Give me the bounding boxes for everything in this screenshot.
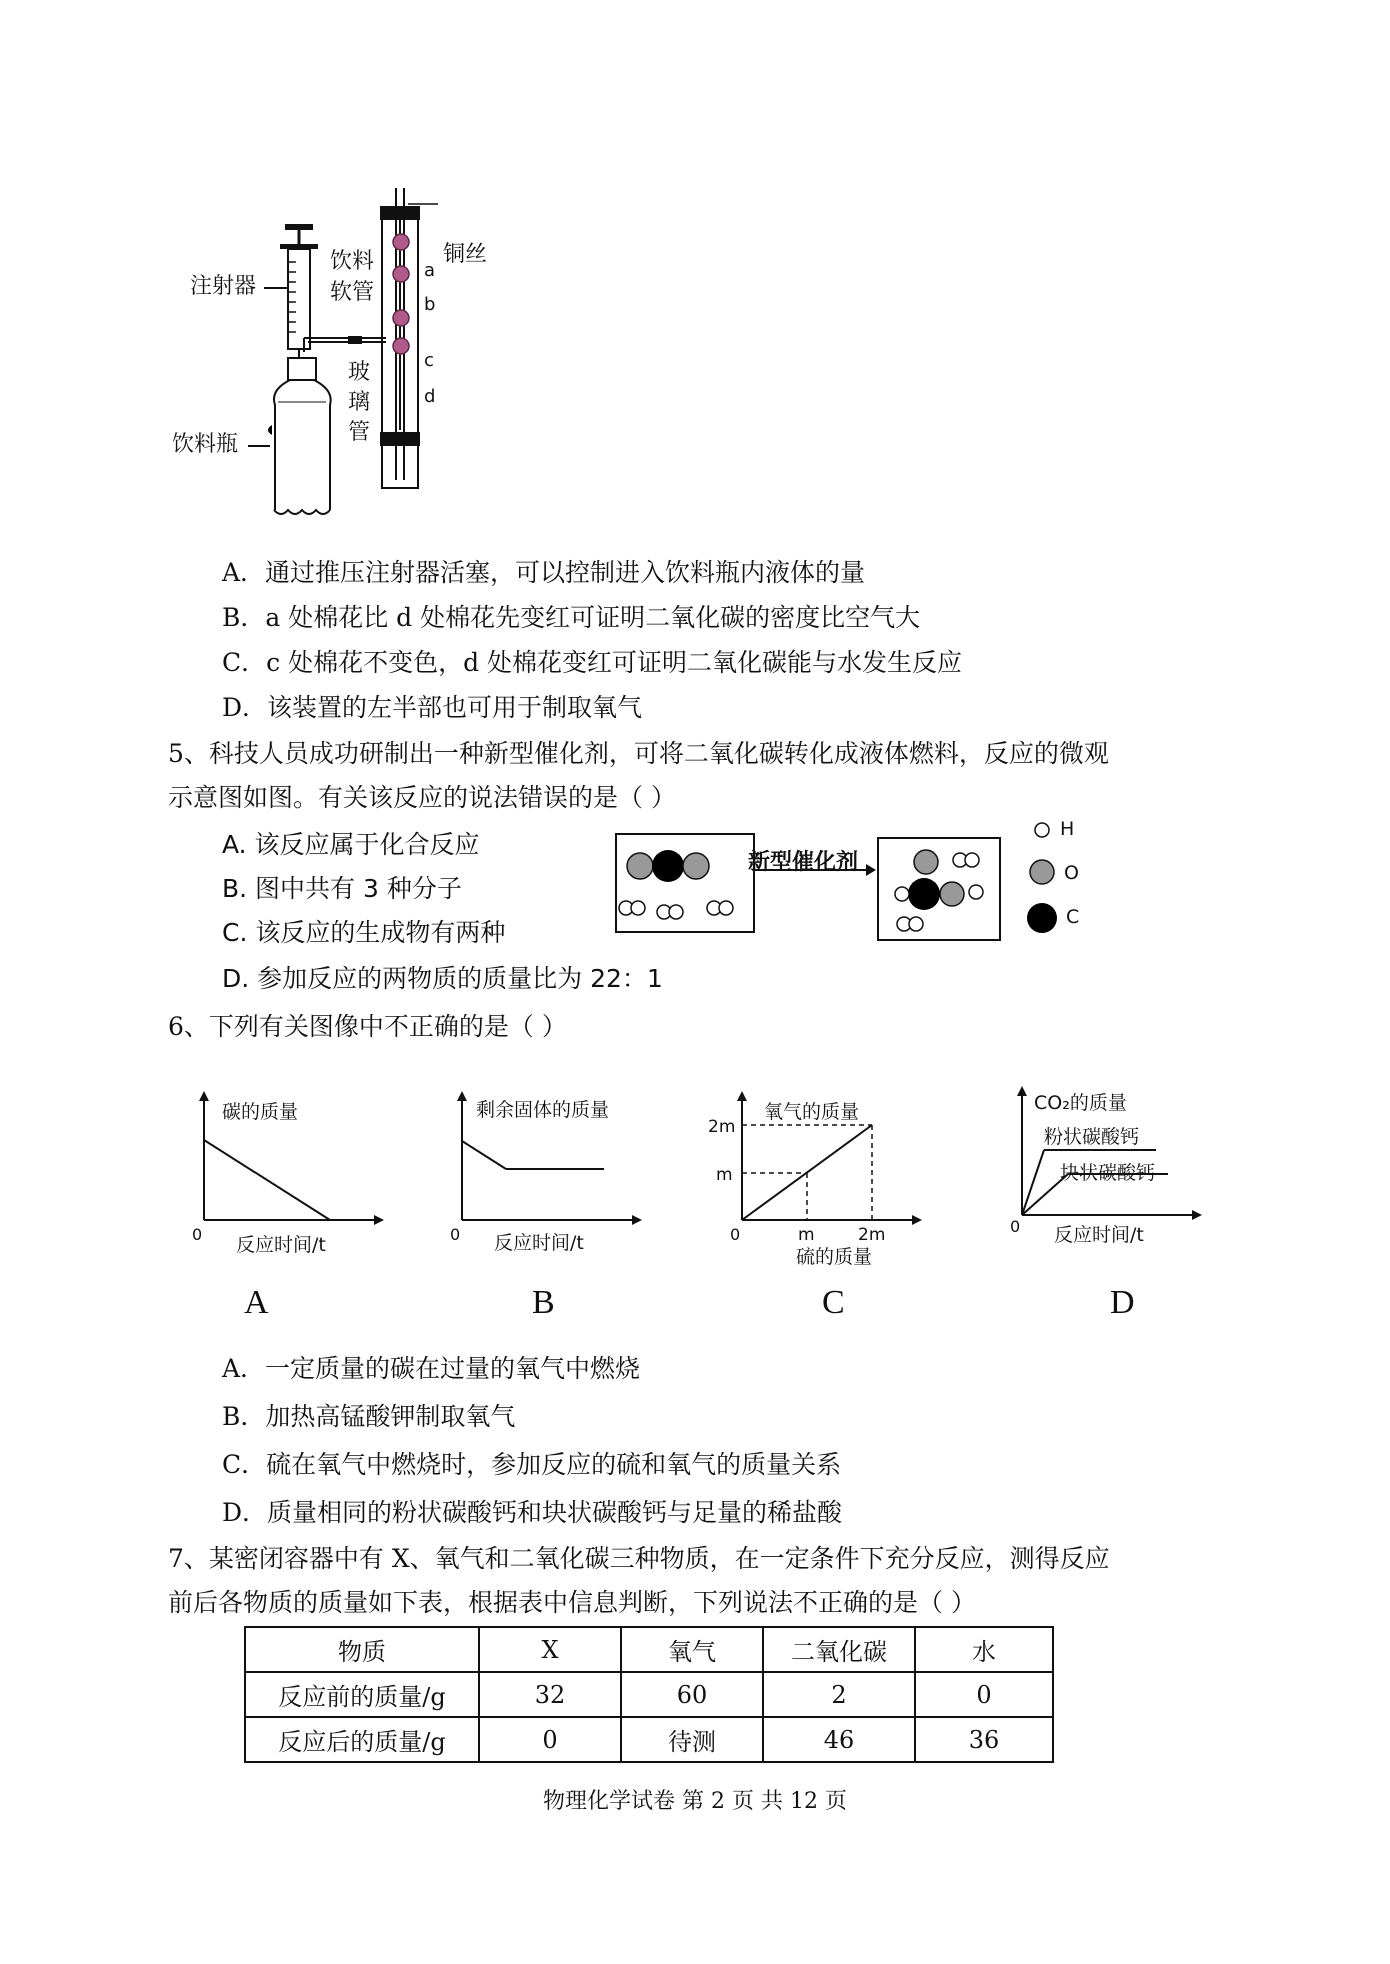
reaction-diagram	[610, 820, 1110, 950]
graph-c-xtick-2m: 2m	[858, 1225, 886, 1245]
graph-label-a: A	[244, 1284, 269, 1321]
q4-option-c: C．c 处棉花不变色，d 处棉花变红可证明二氧化碳能与水发生反应	[222, 648, 963, 677]
label-d: d	[424, 386, 436, 407]
graph-c-origin: 0	[730, 1225, 741, 1244]
table-header-cell: 水	[915, 1627, 1053, 1672]
label-copper: 铜丝	[443, 242, 488, 267]
legend-h: H	[1060, 818, 1075, 840]
q6-option-a: A．一定质量的碳在过量的氧气中燃烧	[222, 1354, 641, 1383]
label-bottle: 饮料瓶	[172, 432, 239, 457]
label-a: a	[424, 260, 436, 281]
table-row	[245, 1672, 1053, 1717]
q7-stem-line-1: 7、某密闭容器中有 X、氧气和二氧化碳三种物质，在一定条件下充分反应，测得反应	[168, 1544, 1110, 1573]
q6-stem: 6、下列有关图像中不正确的是（ ）	[168, 1012, 567, 1041]
graph-a-ylabel: 碳的质量	[222, 1101, 299, 1123]
mass-table	[244, 1626, 1054, 1763]
table-cell: 60	[621, 1672, 763, 1717]
graph-b-origin: 0	[450, 1225, 461, 1244]
q5-stem-line-1: 5、科技人员成功研制出一种新型催化剂，可将二氧化碳转化成液体燃料，反应的微观	[168, 739, 1109, 768]
q5-option-d: D. 参加反应的两物质的质量比为 22：1	[222, 964, 663, 993]
q4-option-a: A．通过推压注射器活塞，可以控制进入饮料瓶内液体的量	[222, 558, 866, 587]
graph-c-ylabel: 氧气的质量	[764, 1101, 860, 1123]
table-cell: 2	[763, 1672, 915, 1717]
table-header-cell: 二氧化碳	[763, 1627, 915, 1672]
q5-option-c: C. 该反应的生成物有两种	[222, 918, 506, 947]
label-c: c	[424, 350, 434, 371]
table-cell: 反应后的质量/g	[245, 1717, 479, 1762]
q6-option-c: C．硫在氧气中燃烧时，参加反应的硫和氧气的质量关系	[222, 1450, 842, 1479]
table-header-cell: 氧气	[621, 1627, 763, 1672]
table-cell: 反应前的质量/g	[245, 1672, 479, 1717]
graph-b-xlabel: 反应时间/t	[494, 1232, 584, 1254]
graph-c-xlabel: 硫的质量	[796, 1246, 873, 1268]
label-b: b	[424, 294, 436, 315]
table-cell: 46	[763, 1717, 915, 1762]
graph-d-series-lump: 块状碳酸钙	[1060, 1162, 1156, 1184]
table-cell: 36	[915, 1717, 1053, 1762]
table-cell: 0	[915, 1672, 1053, 1717]
table-cell: 待测	[621, 1717, 763, 1762]
graph-label-c: C	[822, 1284, 845, 1321]
label-glass-3: 管	[348, 420, 371, 445]
q6-option-d: D．质量相同的粉状碳酸钙和块状碳酸钙与足量的稀盐酸	[222, 1498, 843, 1527]
q7-stem-line-2: 前后各物质的质量如下表，根据表中信息判断，下列说法不正确的是（ ）	[168, 1588, 976, 1617]
graph-c-ytick-m: m	[716, 1165, 733, 1185]
label-syringe: 注射器	[190, 274, 257, 299]
label-hose-1: 饮料	[330, 249, 375, 274]
graph-a-origin: 0	[192, 1225, 203, 1244]
label-glass-2: 璃	[348, 390, 371, 415]
apparatus-figure	[150, 180, 510, 540]
table-header-row	[245, 1627, 1053, 1672]
q6-option-b: B．加热高锰酸钾制取氧气	[222, 1402, 516, 1431]
graph-label-b: B	[532, 1284, 555, 1321]
graph-d-xlabel: 反应时间/t	[1054, 1224, 1144, 1246]
graph-a-xlabel: 反应时间/t	[236, 1234, 326, 1256]
syringe-pointer	[264, 287, 288, 289]
graph-c-xtick-m: m	[798, 1225, 815, 1245]
graph-c-ytick-2m: 2m	[708, 1117, 736, 1137]
graph-d-origin: 0	[1010, 1217, 1021, 1236]
table-header-cell: 物质	[245, 1627, 479, 1672]
q4-option-d: D．该装置的左半部也可用于制取氧气	[222, 693, 643, 722]
table-cell: 0	[479, 1717, 621, 1762]
bottle-pointer	[248, 445, 270, 447]
q4-option-b: B．a 处棉花比 d 处棉花先变红可证明二氧化碳的密度比空气大	[222, 603, 921, 632]
label-hose-2: 软管	[330, 280, 375, 305]
graph-b-ylabel: 剩余固体的质量	[476, 1099, 610, 1121]
legend-o: O	[1064, 862, 1079, 884]
table-header-cell: X	[479, 1627, 621, 1672]
catalyst-label: 新型催化剂	[748, 850, 859, 875]
graph-d-ylabel: CO₂的质量	[1034, 1092, 1127, 1114]
graph-label-d: D	[1110, 1284, 1135, 1321]
legend-c: C	[1066, 906, 1080, 928]
graph-d-series-powder: 粉状碳酸钙	[1044, 1126, 1140, 1148]
q5-stem-line-2: 示意图如图。有关该反应的说法错误的是（ ）	[168, 783, 676, 812]
table-row	[245, 1717, 1053, 1762]
label-glass-1: 玻	[348, 360, 371, 385]
page-footer: 物理化学试卷 第 2 页 共 12 页	[543, 1789, 847, 1814]
q5-option-b: B. 图中共有 3 种分子	[222, 874, 462, 903]
q5-option-a: A. 该反应属于化合反应	[222, 830, 480, 859]
table-cell: 32	[479, 1672, 621, 1717]
